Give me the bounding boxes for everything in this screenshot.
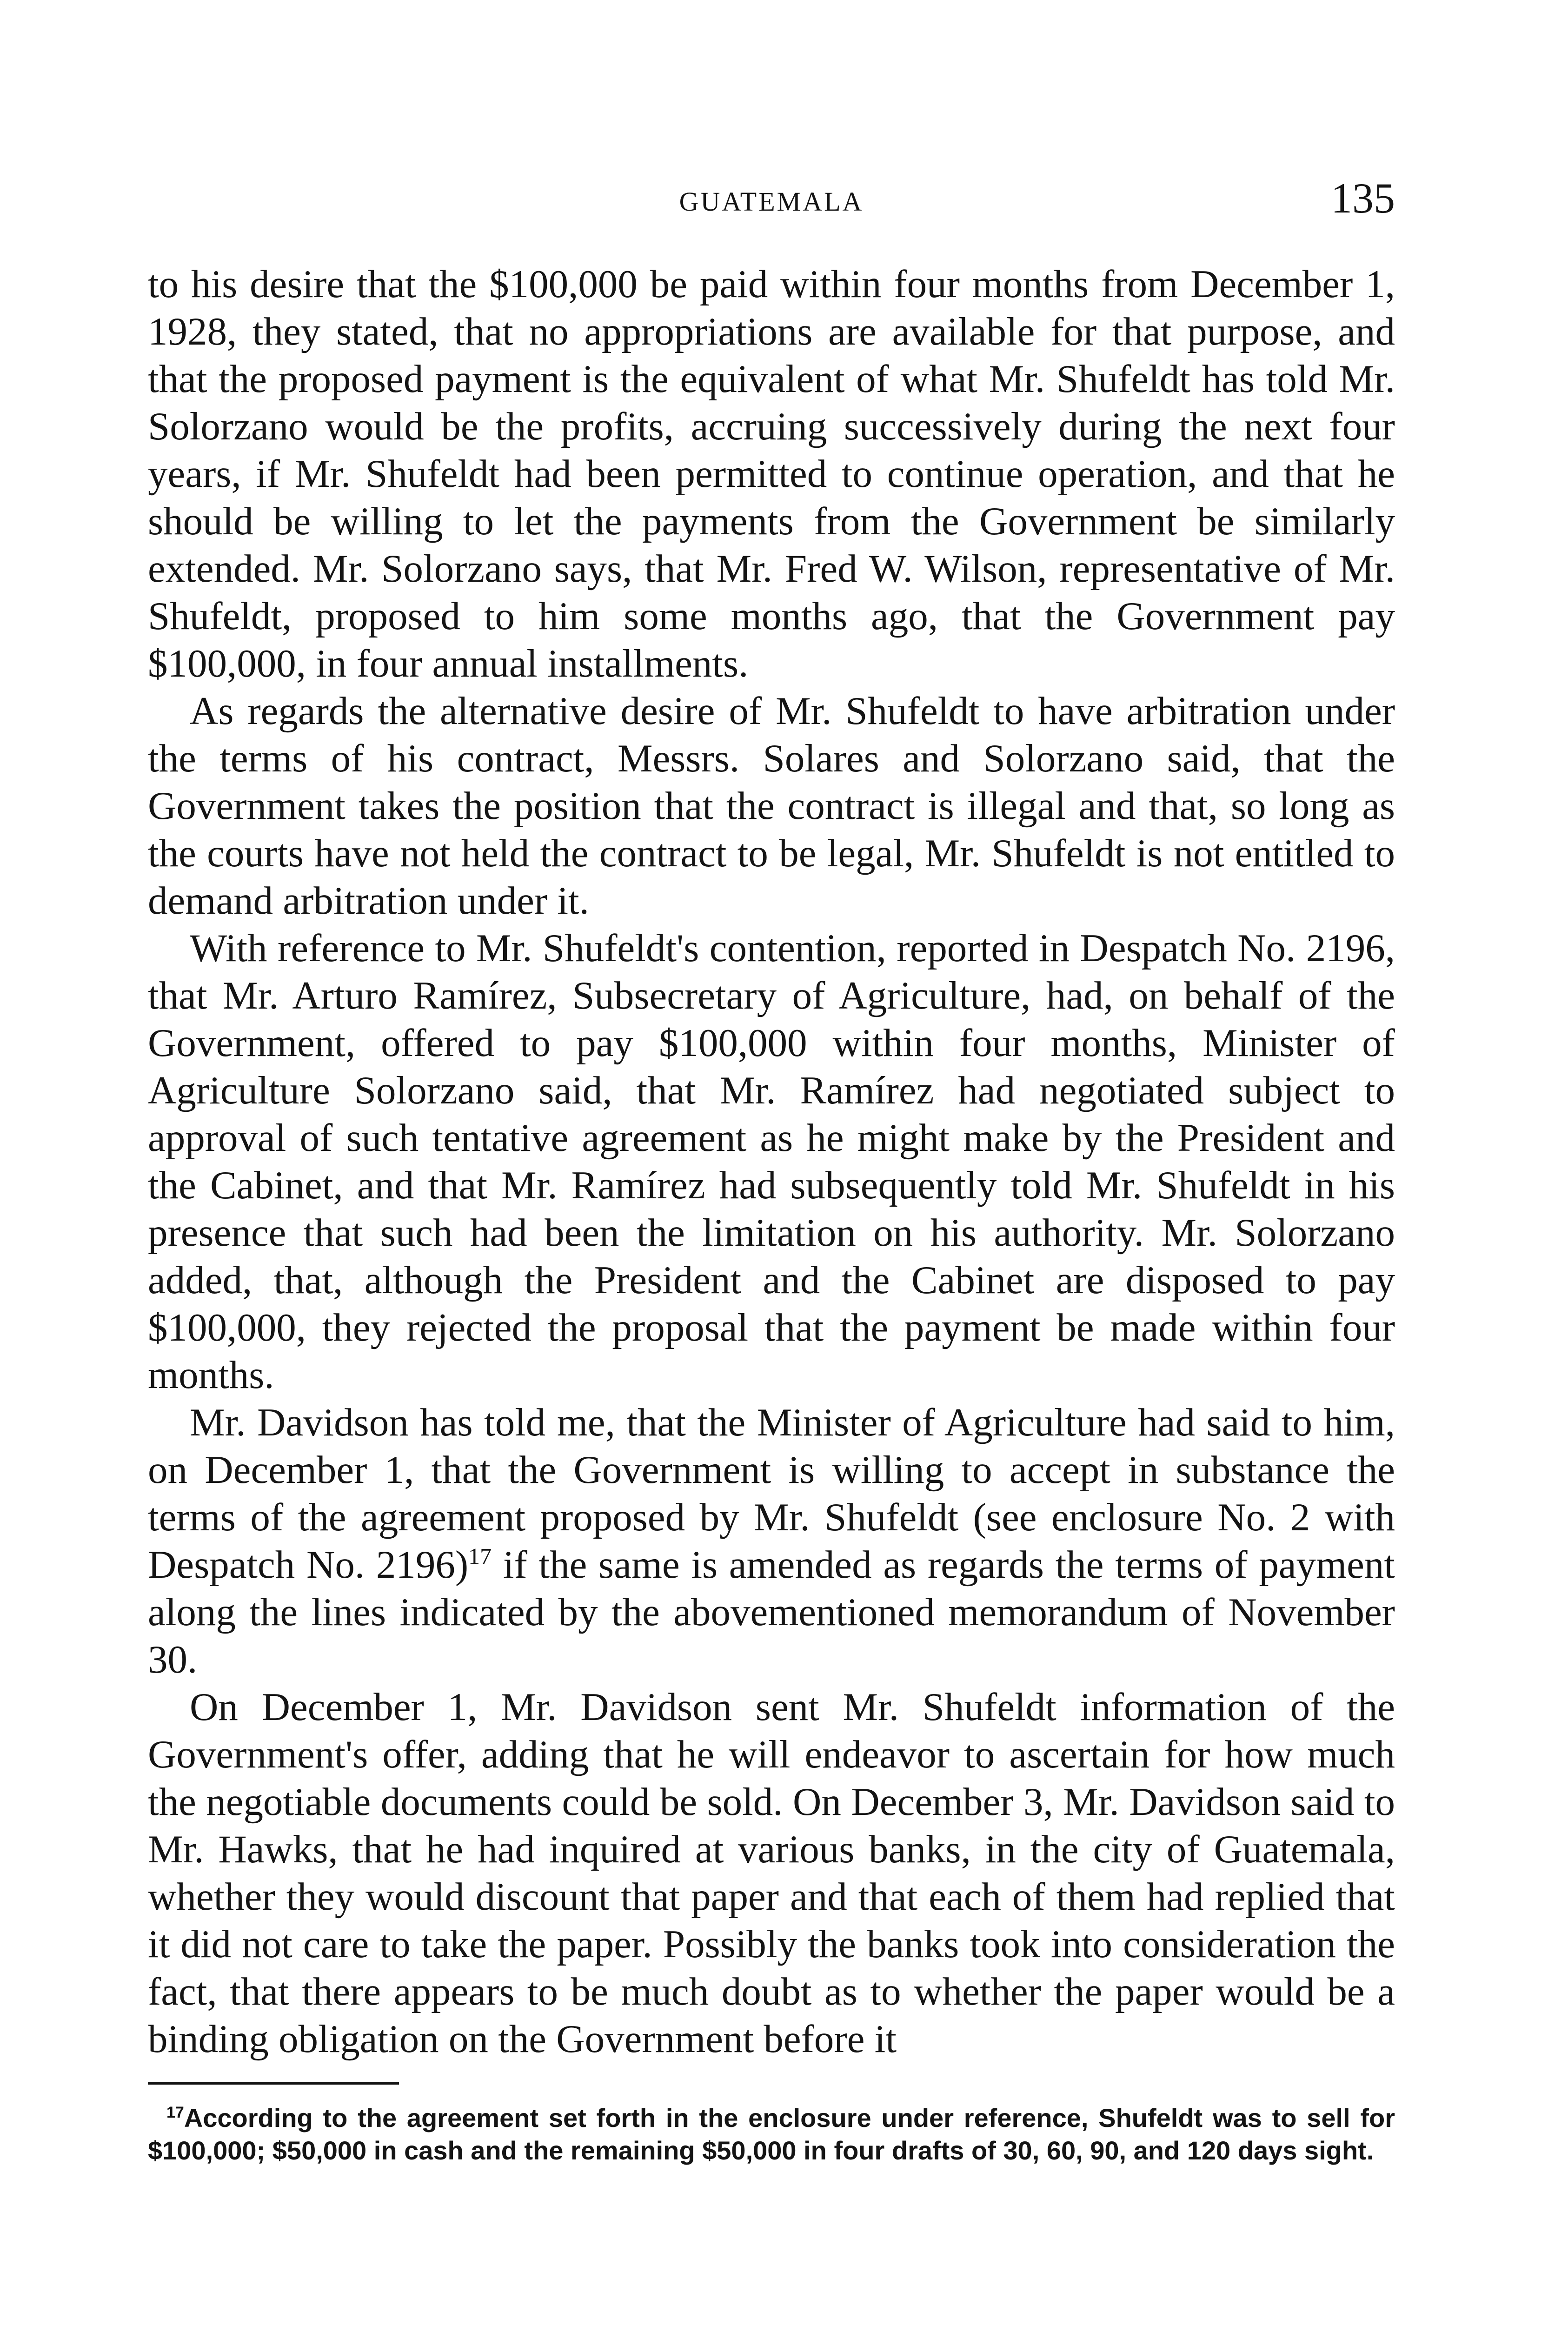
paragraph-3: With reference to Mr. Shufeldt's contention, reported in Despatch No. 2196, that Mr. Arturo Ramírez, Subsecretary of Agriculture, had, on behalf of the Government, offered to pay $100,000 within four months, Minister of Agriculture Solorzano said, that Mr. Ramírez had negotiated subject to approval of such tentative agreement as he might make by the President and the Cabinet, and that Mr. Ramírez had subsequently told Mr. Shufeldt in his presence that such had been the limitation on his authority. Mr. Solorzano added, that, although the President and the Cabinet are disposed to pay $100,000, they rejected the proposal that the payment be made within four months.: [148, 926, 1395, 1397]
footnote-divider: [148, 2082, 399, 2085]
running-head: GUATEMALA: [679, 186, 864, 217]
paragraph-5: On December 1, Mr. Davidson sent Mr. Shufeldt information of the Government's offer, adding that he will endeavor to ascertain for how much the negotiable documents could be sold. On December 3, Mr. Davidson said to Mr. Hawks, that he had inquired at various banks, in the city of Guatemala, whether they would discount that paper and that each of them had replied that it did not care to take the paper. Possibly the banks took into consideration the fact, that there appears to be much doubt as to whether the paper would be a binding obligation on the Government before it: [148, 1685, 1395, 2061]
page-header: [148, 174, 1395, 242]
footnote: [148, 2102, 1395, 2167]
footnote-reference[interactable]: 17: [468, 1543, 492, 1569]
paragraph-4-text-before: Mr. Davidson has told me, that the Minister of Agriculture had said to him, on December 1, that the Government is willing to accept in substance the terms of the agreement proposed by Mr. Shufeldt (see enclosure No. 2 with Despatch No. 2196): [148, 1401, 1395, 1587]
footnote-marker: 17: [166, 2104, 184, 2122]
paragraph-1: to his desire that the $100,000 be paid within four months from December 1, 1928, they stated, that no appropriations are available for that purpose, and that the proposed payment is the equivalent of what Mr. Shufeldt has told Mr. Solorzano would be the profits, accruing successively during the next four years, if Mr. Shufeldt had been permitted to continue operation, and that he should be willing to let the payments from the Government be similarly extended. Mr. Solorzano says, that Mr. Fred W. Wilson, representative of Mr. Shufeldt, proposed to him some months ago, that the Government pay $100,000, in four annual installments.: [148, 262, 1395, 685]
paragraph-4: [148, 1399, 1395, 1683]
footnote-text: According to the agreement set forth in the enclosure under reference, Shufeldt was to sell for $100,000; $50,000 in cash and the remaining $50,000 in four drafts of 30, 60, 90, and 120 days sight.: [148, 2103, 1395, 2165]
body-text: [148, 260, 1395, 2063]
page-number: 135: [1331, 174, 1395, 222]
paragraph-2: As regards the alternative desire of Mr. Shufeldt to have arbitration under the terms of his contract, Messrs. Solares and Solorzano said, that the Government takes the position that the contract is illegal and that, so long as the courts have not held the contract to be legal, Mr. Shufeldt is not entitled to demand arbitration under it.: [148, 689, 1395, 923]
paragraph-4-text-after: if the same is amended as regards the terms of payment along the lines indicated by the abovementioned memorandum of November 30.: [148, 1543, 1395, 1681]
